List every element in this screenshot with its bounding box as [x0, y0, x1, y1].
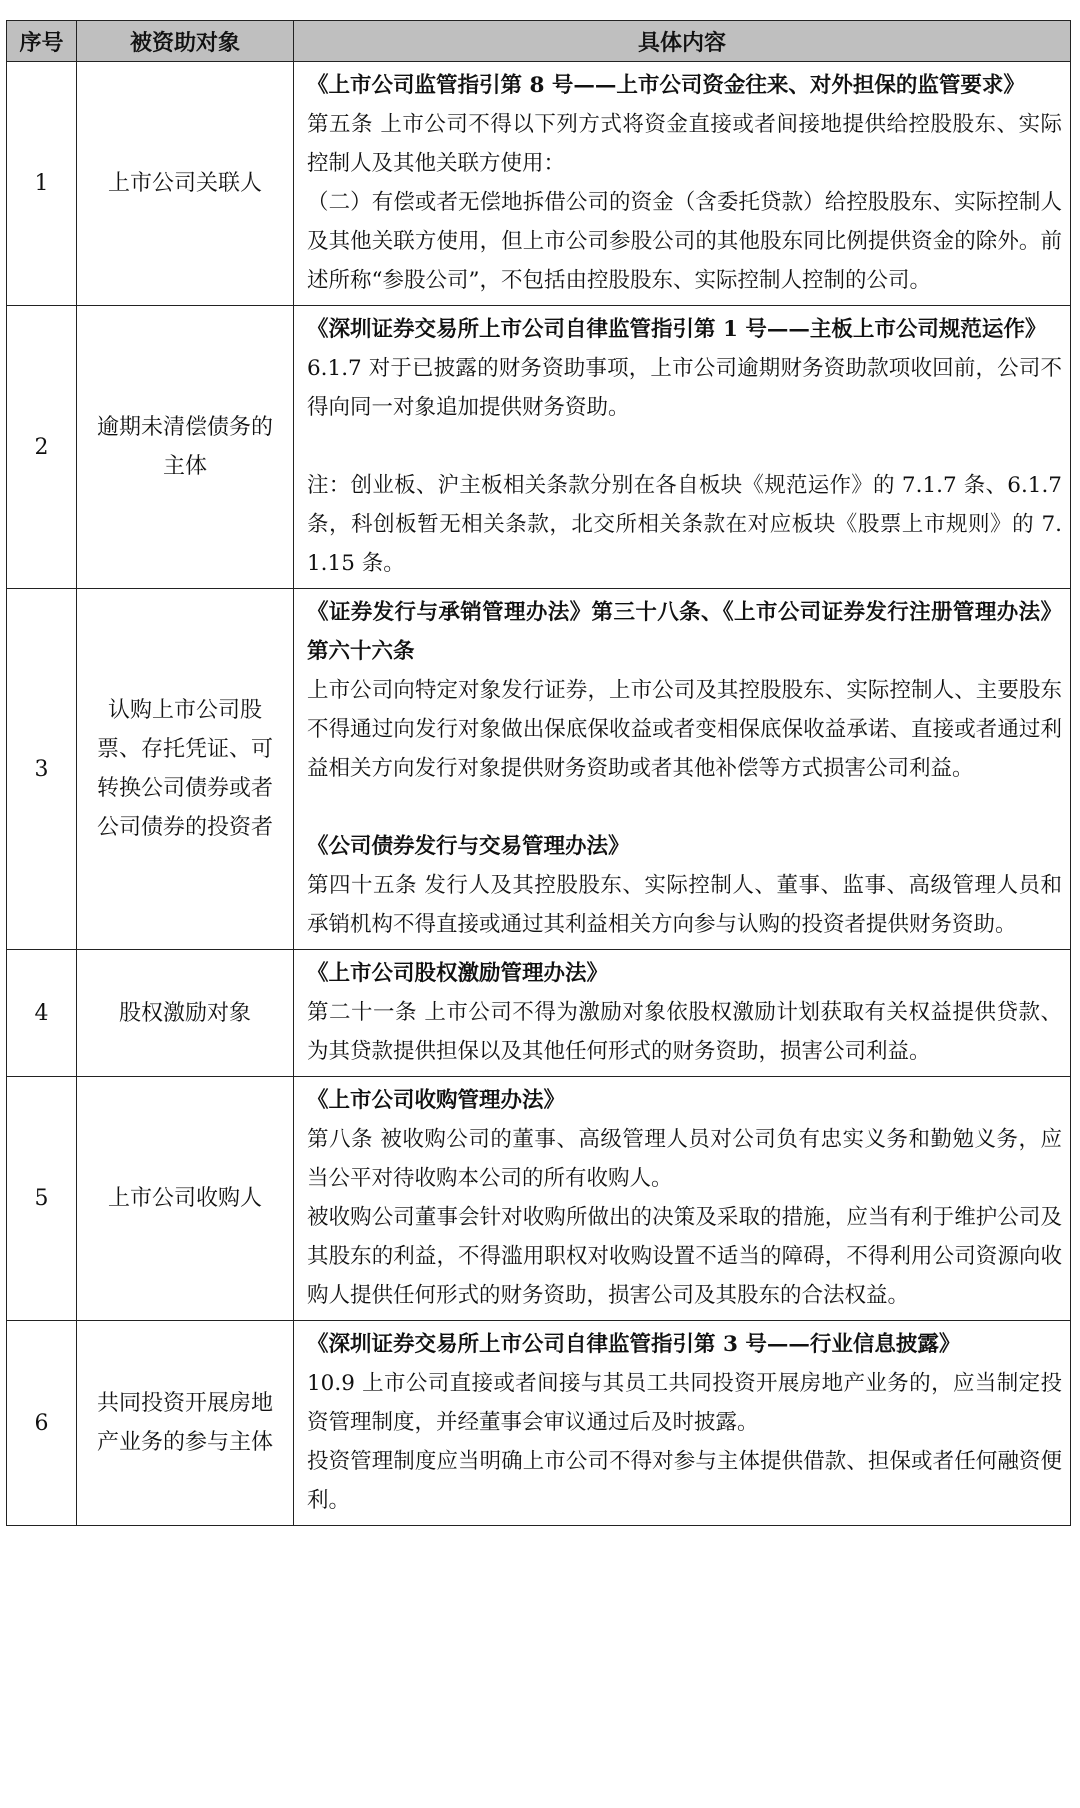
regulation-clause: 第五条 上市公司不得以下列方式将资金直接或者间接地提供给控股股东、实际控制人及其他关联方使用：: [307, 112, 1062, 176]
table-row: [7, 950, 1071, 1077]
row-number: 4: [7, 950, 77, 1077]
regulation-title: 《深圳证券交易所上市公司自律监管指引第 1 号——主板上市公司规范运作》: [307, 317, 1047, 342]
table-body: [7, 62, 1071, 1526]
row-number: 5: [7, 1077, 77, 1321]
regulation-title: 《上市公司收购管理办法》: [307, 1088, 566, 1113]
assistance-target: 上市公司关联人: [77, 62, 294, 306]
table-row: [7, 1077, 1071, 1321]
row-number: 6: [7, 1321, 77, 1526]
regulation-clause: （二）有偿或者无偿地拆借公司的资金（含委托贷款）给控股股东、实际控制人及其他关联方使用，但上市公司参股公司的其他股东同比例提供资金的除外。前述所称“参股公司”，不包括由控股股东、实际控制人控制的公司。: [307, 190, 1062, 293]
regulation-content: [294, 1077, 1071, 1321]
table-row: [7, 62, 1071, 306]
regulation-title: 《深圳证券交易所上市公司自律监管指引第 3 号——行业信息披露》: [307, 1332, 961, 1357]
regulation-clause: 第四十五条 发行人及其控股股东、实际控制人、董事、监事、高级管理人员和承销机构不得直接或通过其利益相关方向参与认购的投资者提供财务资助。: [307, 873, 1062, 937]
table-row: [7, 1321, 1071, 1526]
table-row: [7, 589, 1071, 950]
assistance-target: 股权激励对象: [77, 950, 294, 1077]
regulation-title: 《公司债券发行与交易管理办法》: [307, 834, 630, 859]
regulation-content: [294, 1321, 1071, 1526]
table-header: [7, 21, 1071, 62]
regulation-title: 《证券发行与承销管理办法》第三十八条、《上市公司证券发行注册管理办法》第六十六条: [307, 600, 1062, 664]
regulation-title: 《上市公司监管指引第 8 号——上市公司资金往来、对外担保的监管要求》: [307, 73, 1025, 98]
financial-assistance-table: [6, 20, 1071, 1526]
regulation-clause: 第八条 被收购公司的董事、高级管理人员对公司负有忠实义务和勤勉义务，应当公平对待收购本公司的所有收购人。: [307, 1127, 1062, 1191]
paragraph-spacer: [307, 427, 1062, 466]
assistance-target: 上市公司收购人: [77, 1077, 294, 1321]
regulation-title: 《上市公司股权激励管理办法》: [307, 961, 609, 986]
header-seq: 序号: [7, 21, 77, 62]
table-row: [7, 306, 1071, 589]
regulation-clause: 6.1.7 对于已披露的财务资助事项，上市公司逾期财务资助款项收回前，公司不得向同一对象追加提供财务资助。: [307, 356, 1062, 420]
header-row: [7, 21, 1071, 62]
regulation-content: [294, 62, 1071, 306]
row-number: 1: [7, 62, 77, 306]
header-content: 具体内容: [294, 21, 1071, 62]
header-target: 被资助对象: [77, 21, 294, 62]
regulation-content: [294, 306, 1071, 589]
regulation-clause: 注：创业板、沪主板相关条款分别在各自板块《规范运作》的 7.1.7 条、6.1.7 条，科创板暂无相关条款，北交所相关条款在对应板块《股票上市规则》的 7.1.15 条。: [307, 473, 1062, 576]
assistance-target: 共同投资开展房地产业务的参与主体: [77, 1321, 294, 1526]
paragraph-spacer: [307, 788, 1062, 827]
regulation-content: [294, 950, 1071, 1077]
row-number: 3: [7, 589, 77, 950]
regulation-clause: 第二十一条 上市公司不得为激励对象依股权激励计划获取有关权益提供贷款、为其贷款提供担保以及其他任何形式的财务资助，损害公司利益。: [307, 1000, 1062, 1064]
regulation-clause: 被收购公司董事会针对收购所做出的决策及采取的措施，应当有利于维护公司及其股东的利益，不得滥用职权对收购设置不适当的障碍，不得利用公司资源向收购人提供任何形式的财务资助，损害公司及其股东的合法权益。: [307, 1205, 1062, 1308]
regulation-clause: 上市公司向特定对象发行证券，上市公司及其控股股东、实际控制人、主要股东不得通过向发行对象做出保底保收益或者变相保底保收益承诺、直接或者通过利益相关方向发行对象提供财务资助或者其他补偿等方式损害公司利益。: [307, 678, 1062, 781]
regulation-clause: 10.9 上市公司直接或者间接与其员工共同投资开展房地产业务的，应当制定投资管理制度，并经董事会审议通过后及时披露。: [307, 1371, 1062, 1435]
regulation-content: [294, 589, 1071, 950]
regulation-clause: 投资管理制度应当明确上市公司不得对参与主体提供借款、担保或者任何融资便利。: [307, 1449, 1062, 1513]
assistance-target: 逾期未清偿债务的主体: [77, 306, 294, 589]
assistance-target: 认购上市公司股票、存托凭证、可转换公司债券或者公司债券的投资者: [77, 589, 294, 950]
row-number: 2: [7, 306, 77, 589]
